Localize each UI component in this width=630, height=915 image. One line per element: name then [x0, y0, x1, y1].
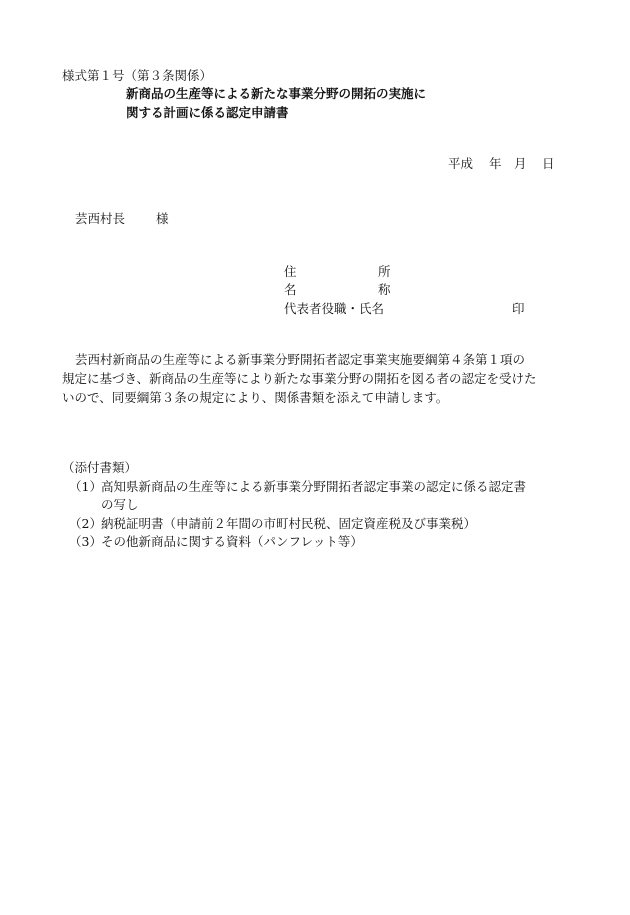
attachments-heading: （添付書類）	[62, 460, 138, 475]
attachment-text-line-1: その他新商品に関する資料（パンフレット等）	[101, 534, 363, 549]
body-line-2: 規定に基づき、新商品の生産等により新たな事業分野の開拓を図る者の認定を受けた	[62, 371, 537, 386]
date-era: 平成	[448, 156, 474, 171]
addressee-honorific: 様	[156, 211, 169, 226]
name-label-char-1: 名	[284, 282, 297, 297]
address-label-char-1: 住	[284, 264, 297, 279]
attachment-number: （2）	[69, 516, 102, 531]
date-month: 月	[514, 156, 527, 171]
representative-label: 代表者役職・氏名	[284, 301, 385, 316]
body-line-3: いので、同要綱第３条の規定により、関係書類を添えて申請します。	[62, 390, 449, 405]
attachment-text-line-2: の写し	[101, 497, 139, 512]
document-title-line-1: 新商品の生産等による新たな事業分野の開拓の実施に	[126, 86, 427, 101]
address-label-char-2: 所	[378, 264, 391, 279]
attachment-text-line-1: 高知県新商品の生産等による新事業分野開拓者認定事業の認定に係る認定書	[101, 479, 527, 494]
date-year: 年	[489, 156, 502, 171]
body-line-1: 芸西村新商品の生産等による新事業分野開拓者認定事業実施要綱第４条第１項の	[75, 352, 526, 367]
addressee-name: 芸西村長	[75, 211, 126, 226]
attachment-number: （1）	[69, 479, 102, 494]
name-label-char-2: 称	[378, 282, 391, 297]
document-title-line-2: 関する計画に係る認定申請書	[126, 105, 289, 120]
seal-mark: 印	[512, 301, 525, 316]
attachment-text-line-1: 納税証明書（申請前２年間の市町村民税、固定資産税及び事業税）	[101, 516, 477, 531]
date-day: 日	[542, 156, 555, 171]
attachment-number: （3）	[69, 534, 102, 549]
form-number: 様式第１号（第３条関係）	[62, 68, 213, 83]
